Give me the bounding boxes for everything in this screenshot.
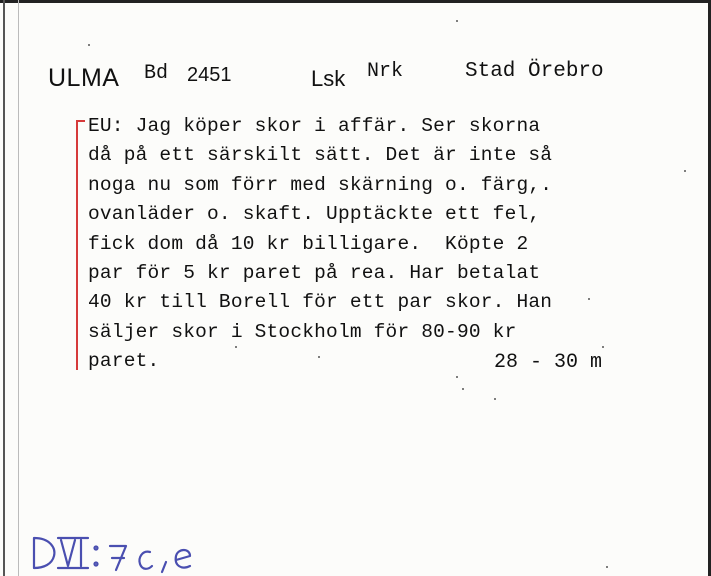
note-line: paret.	[88, 350, 160, 373]
note-line: 40 kr till Borell för ett par skor. Han	[88, 291, 553, 314]
lsk-label: Lsk	[311, 66, 346, 91]
note-line: då på ett särskilt sätt. Det är inte så	[88, 144, 553, 167]
note-text	[88, 112, 648, 377]
age-range: 28 - 30 m	[494, 351, 603, 374]
dust-speck	[606, 566, 608, 568]
card-header	[0, 56, 711, 96]
note-line: par för 5 kr paret på rea. Har betalat	[88, 262, 541, 285]
dust-speck	[494, 398, 496, 400]
note-line: fick dom då 10 kr billigare. Köpte 2	[88, 232, 529, 255]
dust-speck	[462, 388, 464, 390]
card-top-edge	[0, 0, 711, 3]
bd-label: Bd	[144, 62, 169, 85]
note-line: noga nu som förr med skärning o. färg,.	[88, 173, 553, 196]
dust-speck	[456, 20, 458, 22]
note-line: EU: Jag köper skor i affär. Ser skorna	[88, 115, 541, 137]
lsk-value: Nrk	[367, 60, 404, 83]
archive-code: ULMA	[48, 64, 120, 92]
dust-speck	[88, 44, 90, 46]
note-line: säljer skor i Stockholm för 80-90 kr	[88, 320, 517, 343]
place: Stad Örebro	[465, 60, 604, 83]
dust-speck	[684, 170, 686, 172]
bd-number: 2451	[187, 64, 232, 86]
handwritten-code	[30, 524, 230, 574]
margin-line-cap	[76, 120, 85, 122]
note-line: ovanläder o. skaft. Upptäckte ett fel,	[88, 203, 541, 226]
margin-line	[76, 120, 78, 370]
